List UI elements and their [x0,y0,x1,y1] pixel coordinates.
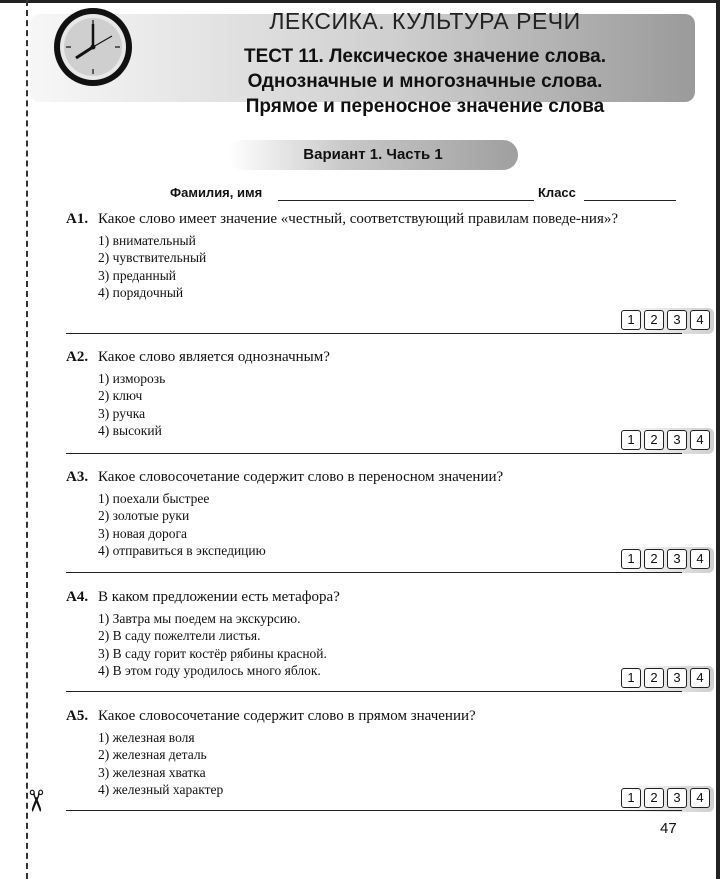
question-number: А5. [66,708,89,724]
page-number: 47 [660,820,677,837]
question-number: А4. [66,589,89,605]
section-title: ЛЕКСИКА. КУЛЬТУРА РЕЧИ [269,8,581,34]
divider [66,810,682,811]
question-header [66,468,684,486]
answer-choice[interactable]: 4 [690,668,710,688]
answer-box-a3 [617,547,714,573]
answer-choice[interactable]: 2 [644,668,664,688]
answer-choice[interactable]: 1 [621,430,641,450]
option: 4) порядочный [98,285,184,301]
answer-choice[interactable]: 4 [690,549,710,569]
question-header [66,210,684,228]
option: 4) В этом году уродилось много яблок. [98,663,321,679]
answer-box-a4 [617,666,714,692]
test-title [145,44,705,119]
question-text: Какое слово является однозначным? [98,349,330,365]
page-frame-top [0,0,720,3]
question-text: Какое словосочетание содержит слово в прямом значении? [98,708,476,724]
question-header [66,707,684,725]
test-title-line: Прямое и переносное значение слова [245,96,605,117]
divider [66,333,682,334]
option: 1) изморозь [98,371,166,386]
answer-choice[interactable]: 3 [667,549,687,569]
divider [66,453,682,454]
answer-choice[interactable]: 1 [621,668,641,688]
answer-choice[interactable]: 2 [644,549,664,569]
divider [66,572,682,573]
option: 2) железная деталь [98,747,207,763]
answer-box-a2 [617,428,714,454]
answer-choice[interactable]: 4 [690,310,710,330]
answer-choice[interactable]: 2 [644,430,664,450]
question-a5 [66,707,684,799]
clock-icon [52,6,134,88]
option-list [66,232,684,302]
page-frame-right [716,0,720,879]
question-a4 [66,588,684,680]
question-a2 [66,348,684,440]
option: 1) Завтра мы поедем на экскурсию. [98,611,301,626]
option-list [66,729,684,799]
answer-choice[interactable]: 2 [644,310,664,330]
answer-choice[interactable]: 4 [690,430,710,450]
test-title-line: Однозначные и многозначные слова. [247,71,603,92]
option: 3) новая дорога [98,525,188,541]
answer-box-a5 [617,786,714,812]
answer-choice[interactable]: 3 [667,430,687,450]
option: 4) железный характер [98,782,224,798]
divider [66,691,682,692]
option: 1) поехали быстрее [98,491,210,506]
option-list [66,370,684,440]
name-label: Фамилия, имя [170,185,263,200]
name-field[interactable] [278,200,534,201]
question-header [66,348,684,366]
answer-choice[interactable]: 3 [667,310,687,330]
option-list [66,610,684,680]
option: 2) В саду пожелтели листья. [98,628,261,644]
option: 4) отправиться в экспедицию [98,543,266,559]
cut-line [26,0,28,879]
class-label: Класс [538,185,576,200]
option: 2) золотые руки [98,508,190,524]
answer-choice[interactable]: 1 [621,788,641,808]
question-number: А1. [66,211,89,227]
question-number: А3. [66,469,89,485]
answer-box-a1 [617,308,714,334]
option: 2) ключ [98,388,143,404]
answer-choice[interactable]: 1 [621,310,641,330]
option: 4) высокий [98,423,162,439]
option: 3) В саду горит костёр рябины красной. [98,645,327,661]
answer-choice[interactable]: 4 [690,788,710,808]
option-list [66,490,684,560]
variant-label: Вариант 1. Часть 1 [228,140,518,170]
answer-choice[interactable]: 3 [667,788,687,808]
option: 1) железная воля [98,730,195,745]
test-title-line: ТЕСТ 11. Лексическое значение слова. [244,46,606,67]
question-a1 [66,210,684,302]
answer-choice[interactable]: 1 [621,549,641,569]
class-field[interactable] [584,200,676,201]
option: 1) внимательный [98,233,196,248]
option: 3) ручка [98,405,146,421]
question-header [66,588,684,606]
student-form [170,185,680,205]
question-a3 [66,468,684,560]
answer-choice[interactable]: 3 [667,668,687,688]
question-text: Какое слово имеет значение «честный, соответствующий правилам поведе-ния»? [98,211,618,227]
question-text: Какое словосочетание содержит слово в переносном значении? [98,469,504,485]
option: 3) железная хватка [98,764,206,780]
question-number: А2. [66,349,89,365]
answer-choice[interactable]: 2 [644,788,664,808]
option: 2) чувствительный [98,250,207,266]
question-text: В каком предложении есть метафора? [98,589,340,605]
scissors-icon: ✂ [17,788,53,814]
option: 3) преданный [98,267,177,283]
